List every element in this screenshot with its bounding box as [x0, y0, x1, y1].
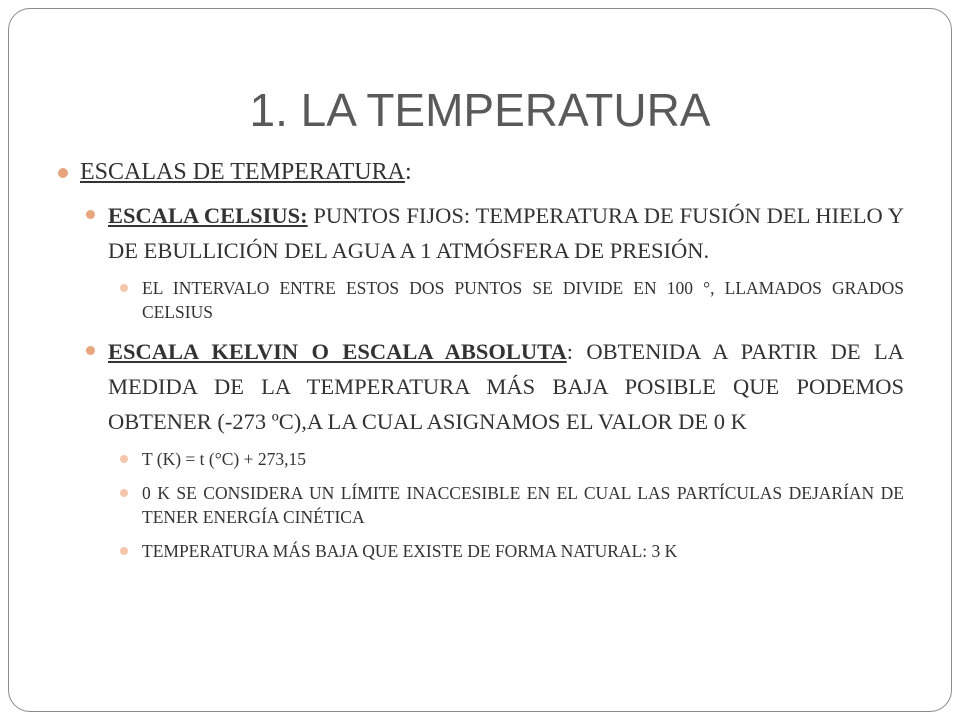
celsius-sub-text: EL INTERVALO ENTRE ESTOS DOS PUNTOS SE DIVIDE EN 100 °, LLAMADOS GRADOS CELSIUS: [142, 278, 904, 322]
kelvin-formula: T (K) = t (°C) + 273,15: [142, 449, 306, 469]
bullet-dot-icon: [120, 547, 128, 555]
sub-bullet-kelvin-natural: [118, 539, 904, 563]
kelvin-text: : OBTENIDA A PARTIR DE LA MEDIDA DE LA TEMPERATURA MÁS BAJA POSIBLE QUE PODEMOS OBTENER (-273 ºC),A LA CUAL ASIGNAMOS EL VALOR DE 0 K: [108, 339, 904, 434]
heading-suffix: :: [404, 159, 412, 185]
celsius-text: PUNTOS FIJOS: TEMPERATURA DE FUSIÓN DEL HIELO Y DE EBULLICIÓN DEL AGUA A 1 ATMÓSFERA DE PRESIÓN.: [108, 203, 904, 263]
bullet-dot-icon: [120, 284, 128, 292]
bullet-dot-icon: [86, 346, 95, 355]
bullet-dot-icon: [120, 489, 128, 497]
slide-content: [56, 158, 904, 573]
kelvin-limit-text: 0 K SE CONSIDERA UN LÍMITE INACCESIBLE EN EL CUAL LAS PARTÍCULAS DEJARÍAN DE TENER ENERGÍA CINÉTICA: [142, 483, 904, 527]
bullet-escala-kelvin: [84, 334, 904, 439]
kelvin-label: ESCALA KELVIN O ESCALA ABSOLUTA: [108, 339, 567, 364]
sub-bullet-kelvin-limit: [118, 481, 904, 529]
sub-bullet-celsius-interval: [118, 276, 904, 324]
sub-bullet-kelvin-formula: [118, 447, 904, 471]
slide-title: 1. LA TEMPERATURA: [249, 84, 711, 136]
bullet-dot-icon: [86, 210, 95, 219]
bullet-escalas-heading: [56, 158, 904, 186]
heading-label: ESCALAS DE TEMPERATURA: [80, 159, 405, 185]
bullet-escala-celsius: [84, 198, 904, 268]
celsius-label: ESCALA CELSIUS:: [108, 203, 308, 228]
bullet-dot-icon: [120, 455, 128, 463]
bullet-dot-icon: [58, 168, 68, 178]
kelvin-natural-text: TEMPERATURA MÁS BAJA QUE EXISTE DE FORMA NATURAL: 3 K: [142, 541, 678, 561]
